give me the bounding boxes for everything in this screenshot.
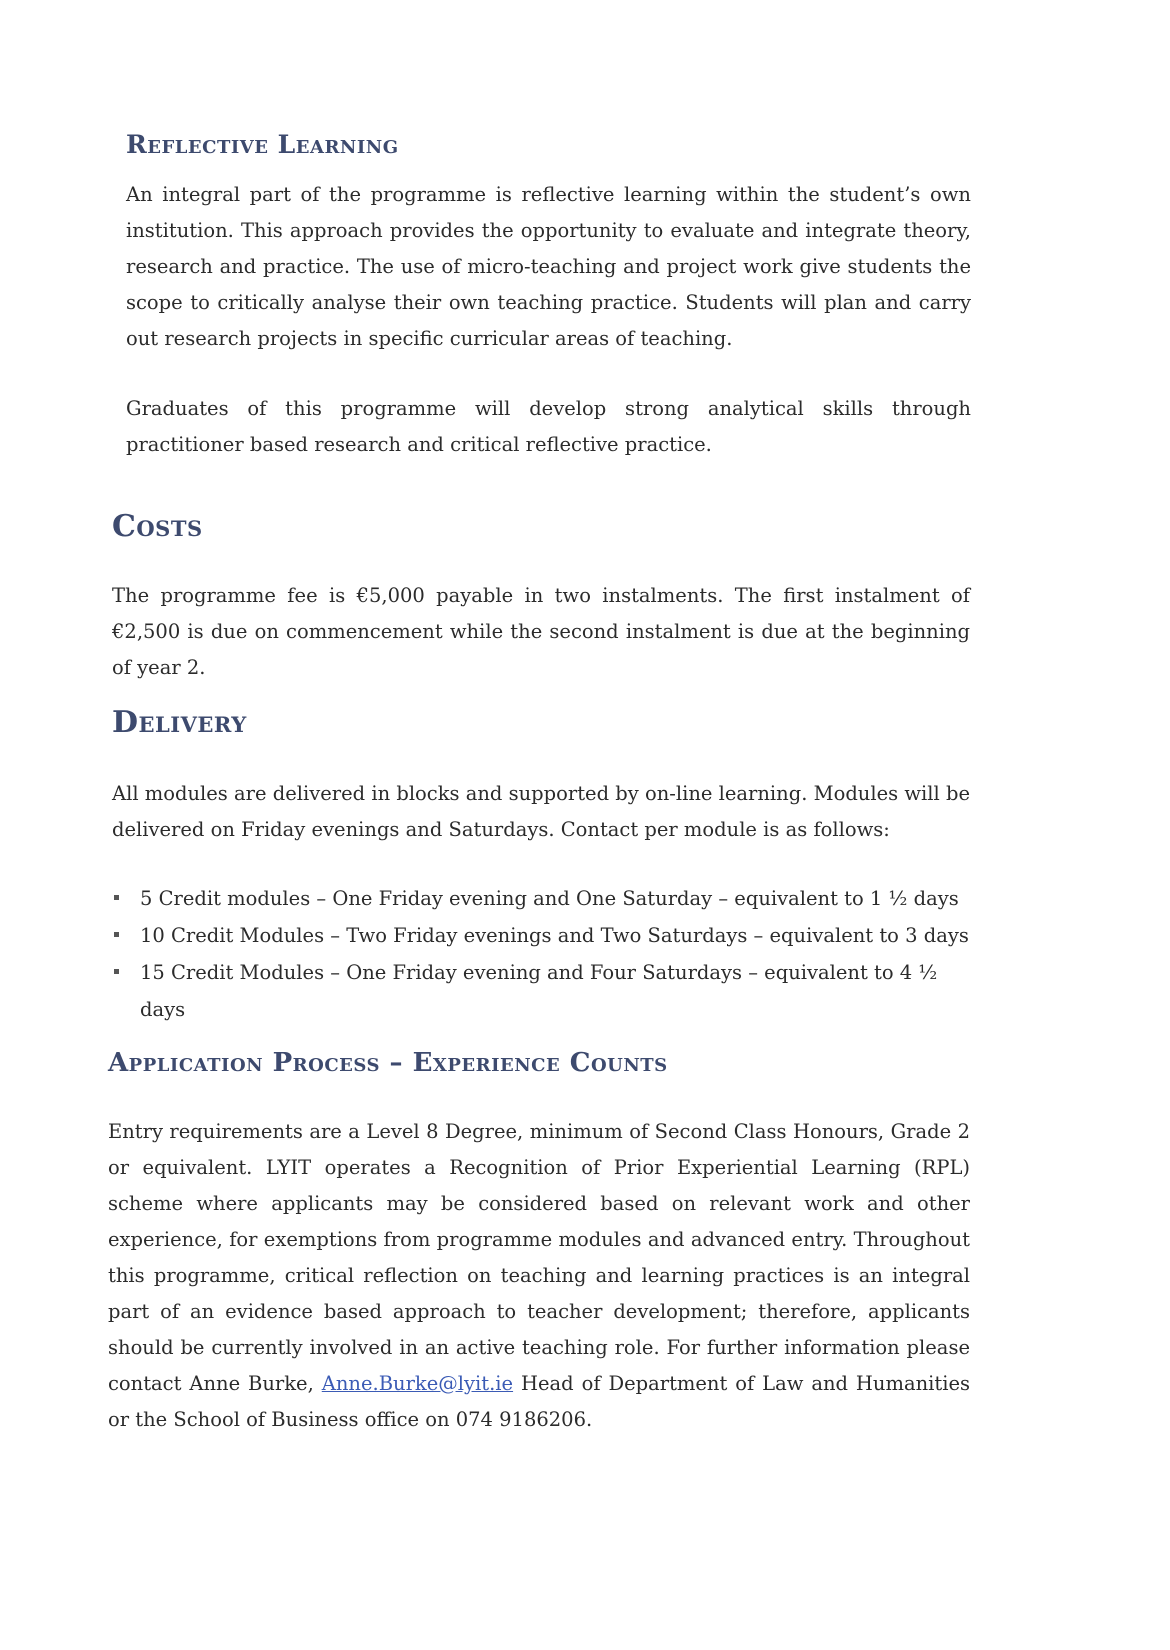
list-item <box>112 880 970 917</box>
bullet-icon <box>114 969 119 974</box>
list-item <box>112 917 970 954</box>
section-delivery <box>112 705 970 1028</box>
bullet-icon <box>114 895 119 900</box>
application-paragraph <box>108 1114 970 1438</box>
section-costs <box>112 509 970 686</box>
section-application-process <box>108 1050 970 1438</box>
heading-reflective-learning: Reflective Learning <box>126 130 399 159</box>
reflective-paragraph-1: An integral part of the programme is reflective learning within the student’s own institution. This approach provides the opportunity to evaluate and integrate theory, research and practice. The use of micro-teaching and project work give students the scope to critically analyse their own teaching practice. Students will plan and carry out research projects in specific curricular areas of teaching. <box>126 183 971 350</box>
bullet-icon <box>114 932 119 937</box>
application-text-continued: Head of Department of Law and Humanities or the School of Business office on 074 9186206. <box>108 1372 971 1431</box>
heading-application-process: Application Process – Experience Counts <box>108 1048 668 1078</box>
reflective-paragraph-2: Graduates of this programme will develop strong analytical skills through practitioner based research and critical reflective practice. <box>126 397 971 456</box>
list-item-text: 10 Credit Modules – Two Friday evenings and Two Saturdays – equivalent to 3 days <box>140 924 969 947</box>
delivery-list <box>112 880 970 1028</box>
heading-delivery: Delivery <box>112 705 247 740</box>
email-link[interactable]: Anne.Burke@lyit.ie <box>321 1372 514 1395</box>
list-item <box>112 954 970 1028</box>
section-reflective-learning <box>126 132 971 463</box>
heading-costs: Costs <box>112 509 203 544</box>
list-item-text: 5 Credit modules – One Friday evening and One Saturday – equivalent to 1 ½ days <box>140 887 959 910</box>
list-item-text: 15 Credit Modules – One Friday evening and Four Saturdays – equivalent to 4 ½ days <box>140 961 938 1021</box>
costs-paragraph: The programme fee is €5,000 payable in two instalments. The first instalment of €2,500 is due on commencement while the second instalment is due at the beginning of year 2. <box>112 584 970 679</box>
application-text: Entry requirements are a Level 8 Degree, minimum of Second Class Honours, Grade 2 or equivalent. LYIT operates a Recognition of Prior Experiential Learning (RPL) scheme where applicants may be considered based on relevant work and other experience, for exemptions from programme modules and advanced entry. Throughout this programme, critical reflection on teaching and learning practices is an integral part of an evidence based approach to teacher development; therefore, applicants should be currently involved in an active teaching role. For further information please contact Anne Burke, <box>108 1120 970 1395</box>
delivery-paragraph: All modules are delivered in blocks and supported by on-line learning. Modules will be delivered on Friday evenings and Saturdays. Contact per module is as follows: <box>112 782 970 841</box>
